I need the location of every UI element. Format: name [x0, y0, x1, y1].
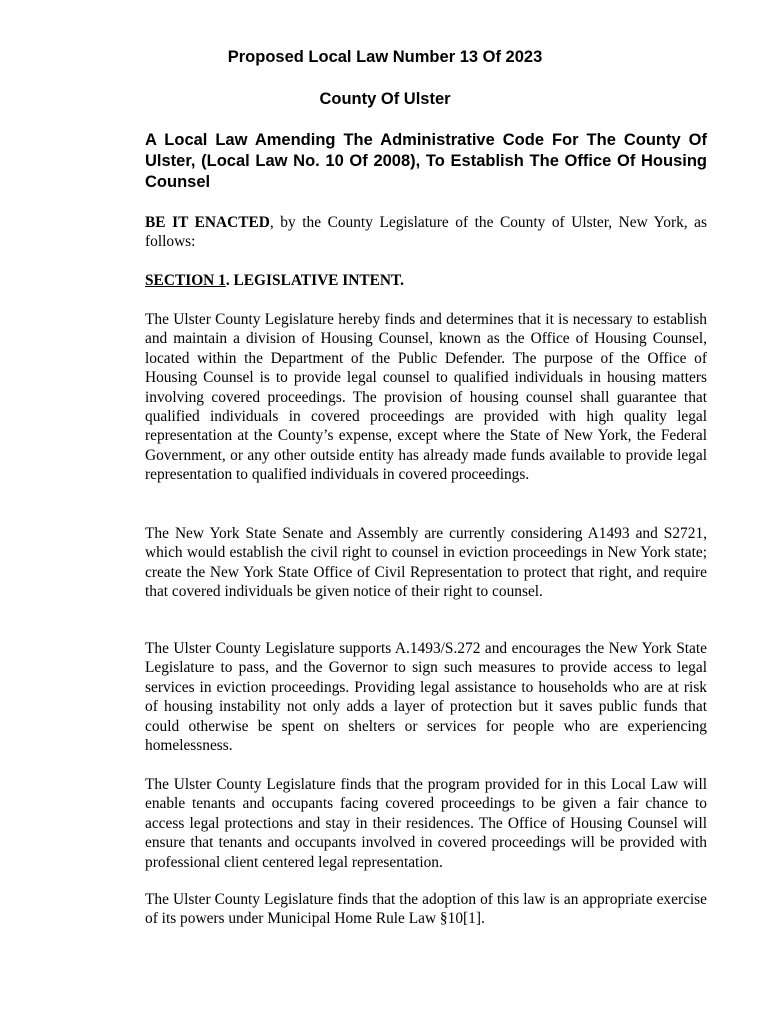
enactment-clause-text: , by the County Legislature of the County of Ulster, New York, as follows:	[145, 214, 707, 251]
body-paragraph: The New York State Senate and Assembly are currently considering A1493 and S2721, which would establish the civil right to counsel in eviction proceedings in New York state; create the New York State Office of Civil Representation to protect that right, and require that covered individuals be given notice of their right to counsel.	[145, 525, 707, 601]
county-title: County Of Ulster	[319, 90, 451, 108]
body-paragraph: The Ulster County Legislature finds that the program provided for in this Local Law will enable tenants and occupants facing covered proceedings to be given a fair chance to access legal protections and stay in their residences. The Office of Housing Counsel will ensure that tenants and occupants involved in covered proceedings will be provided with professional client centered legal representation.	[145, 776, 707, 871]
section-heading	[145, 271, 707, 290]
enactment-clause	[145, 213, 707, 252]
body-paragraph: The Ulster County Legislature finds that the adoption of this law is an appropriate exercise of its powers under Municipal Home Rule Law §10[1].	[145, 891, 707, 928]
law-subtitle: A Local Law Amending The Administrative Code For The County Of Ulster, (Local Law No. 10 Of 2008), To Establish The Office Of Housing Counsel	[145, 131, 707, 191]
section-title: . LEGISLATIVE INTENT.	[225, 272, 405, 289]
law-title: Proposed Local Law Number 13 Of 2023	[227, 48, 543, 66]
section-number: SECTION 1	[145, 272, 226, 289]
body-paragraph: The Ulster County Legislature supports A.1493/S.272 and encourages the New York State Legislature to pass, and the Governor to sign such measures to provide access to legal services in eviction proceedings. Providing legal assistance to households who are at risk of housing instability not only adds a layer of protection but it saves public funds that could otherwise be spent on shelters or services for people who are experiencing homelessness.	[145, 640, 707, 755]
body-paragraph: The Ulster County Legislature hereby finds and determines that it is necessary to establish and maintain a division of Housing Counsel, known as the Office of Housing Counsel, located within the Department of the Public Defender. The purpose of the Office of Housing Counsel is to provide legal counsel to qualified individuals in housing matters involving covered proceedings. The provision of housing counsel shall guarantee that qualified individuals in covered proceedings are provided with high quality legal representation at the County’s expense, except where the State of New York, the Federal Government, or any other outside entity has already made funds available to provide legal representation to qualified individuals in covered proceedings.	[145, 311, 707, 484]
enactment-clause-bold: BE IT ENACTED	[145, 214, 270, 231]
